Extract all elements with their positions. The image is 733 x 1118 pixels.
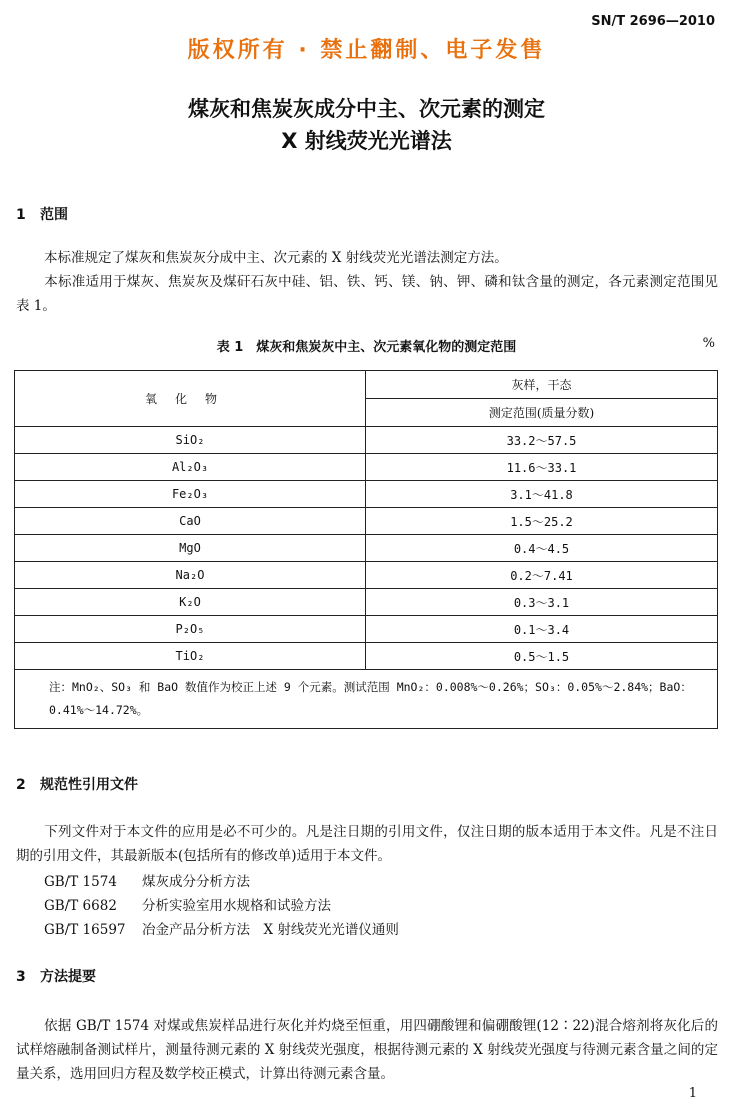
section-3-heading — [16, 966, 96, 986]
standard-code: SN/T 2696—2010 — [591, 14, 715, 29]
section-number: 3 — [16, 969, 26, 985]
section-number: 2 — [16, 777, 26, 793]
table-row: MgO 0.4～4.5 — [15, 535, 718, 562]
reference-item: GB/T 6682 分析实验室用水规格和试验方法 — [44, 898, 331, 914]
oxide-column-header: 氧化物 — [15, 371, 366, 427]
section-title: 方法提要 — [40, 969, 96, 985]
section-1-paragraph-1: 本标准规定了煤灰和焦炭灰分成中主、次元素的 X 射线荧光光谱法测定方法。 — [44, 250, 508, 266]
table-row: SiO₂ 33.2～57.5 — [15, 427, 718, 454]
table-note: 注：MnO₂、SO₃ 和 BaO 数值作为校正上述 9 个元素。测试范围 MnO₂：0.008%～0.26%；SO₃：0.05%～2.84%；BaO：0.41%～14.72%。 — [15, 670, 718, 729]
section-3-paragraph: 依据 GB/T 1574 对煤或焦炭样品进行灰化并灼烧至恒重，用四硼酸锂和偏硼酸锂(12∶22)混合熔剂将灰化后的试样熔融制备测试样片，测量待测元素的 X 射线荧光强度，根据待测元素的 X 射线荧光强度与待测元素含量之间的定量关系，选用回归方程及数学校正模式，计算出待测元素含量。 — [16, 1018, 718, 1082]
reference-item: GB/T 16597 冶金产品分析方法 X 射线荧光光谱仪通则 — [44, 922, 399, 938]
table-row: P₂O₅ 0.1～3.4 — [15, 616, 718, 643]
page-number: 1 — [688, 1086, 697, 1101]
section-title: 范围 — [40, 207, 68, 223]
range-column-header: 测定范围(质量分数) — [366, 399, 718, 427]
table-row: Fe₂O₃ 3.1～41.8 — [15, 481, 718, 508]
oxide-range-table — [14, 370, 718, 729]
section-number: 1 — [16, 207, 26, 223]
section-2-heading — [16, 774, 138, 794]
table-caption: 表 1 煤灰和焦炭灰中主、次元素氧化物的测定范围 — [216, 340, 517, 355]
document-subtitle: X 射线荧光光谱法 — [281, 129, 452, 153]
section-1-paragraph-2: 本标准适用于煤灰、焦炭灰及煤矸石灰中硅、铝、铁、钙、镁、钠、钾、磷和钛含量的测定，各元素测定范围见表 1。 — [16, 274, 718, 314]
section-2-paragraph: 下列文件对于本文件的应用是必不可少的。凡是注日期的引用文件，仅注日期的版本适用于本文件。凡是不注日期的引用文件，其最新版本(包括所有的修改单)适用于本文件。 — [16, 824, 718, 864]
section-title: 规范性引用文件 — [40, 777, 138, 793]
document-title: 煤灰和焦炭灰成分中主、次元素的测定 — [188, 97, 545, 121]
section-1-heading — [16, 204, 68, 224]
table-row: Al₂O₃ 11.6～33.1 — [15, 454, 718, 481]
table-unit: % — [702, 336, 715, 351]
table-row: CaO 1.5～25.2 — [15, 508, 718, 535]
reference-item: GB/T 1574 煤灰成分分析方法 — [44, 874, 250, 890]
table-row: TiO₂ 0.5～1.5 — [15, 643, 718, 670]
sample-state-header: 灰样，干态 — [366, 371, 718, 399]
copyright-watermark: 版权所有 · 禁止翻制、电子发售 — [187, 38, 546, 63]
table-row: K₂O 0.3～3.1 — [15, 589, 718, 616]
table-row: Na₂O 0.2～7.41 — [15, 562, 718, 589]
